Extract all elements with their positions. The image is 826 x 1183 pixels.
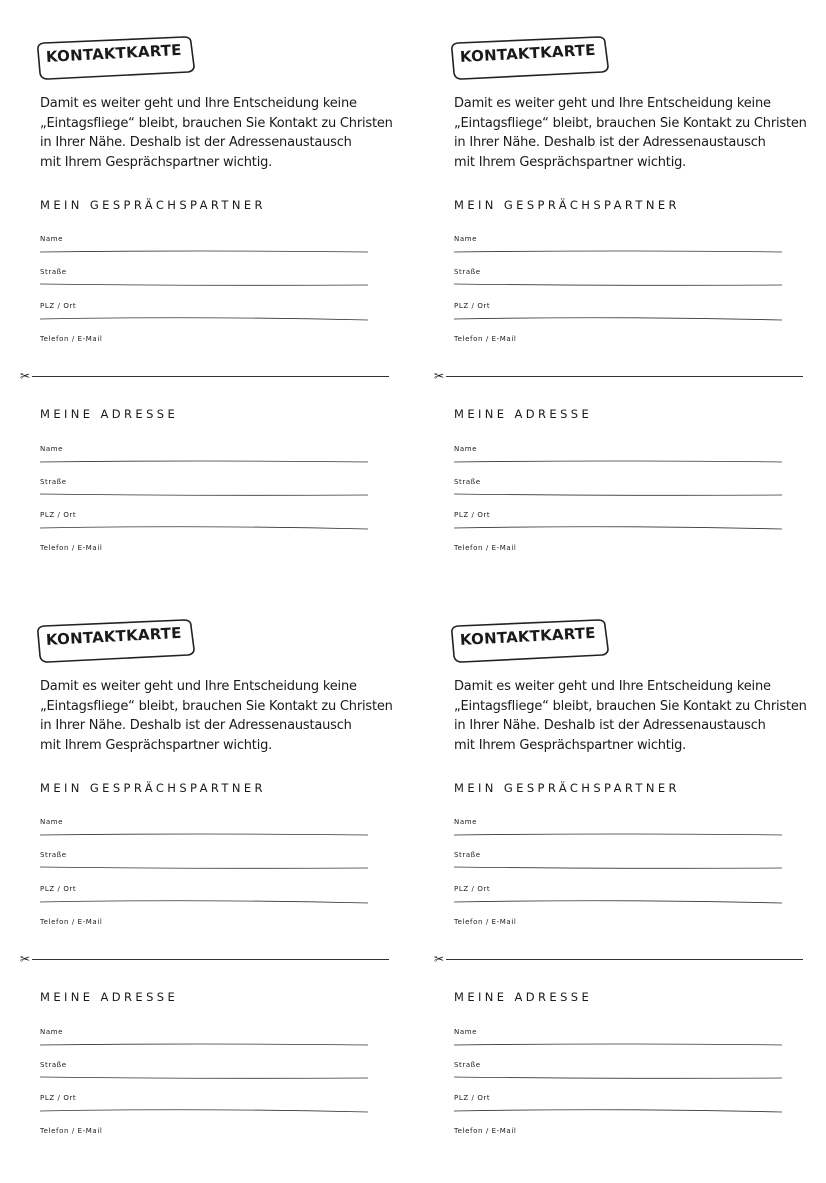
- field-my-street[interactable]: [40, 1061, 370, 1081]
- section-title-partner: MEIN GESPRÄCHSPARTNER: [454, 198, 680, 212]
- scissors-icon: ✂: [434, 952, 445, 966]
- intro-line: Damit es weiter geht und Ihre Entscheidung keine: [40, 679, 357, 694]
- field-label: Name: [40, 445, 64, 453]
- field-label: Telefon / E-Mail: [40, 544, 103, 552]
- field-label: Telefon / E-Mail: [40, 335, 103, 343]
- field-label: Name: [454, 818, 478, 826]
- section-title-address: MEINE ADRESSE: [40, 990, 179, 1004]
- field-partner-city[interactable]: [40, 885, 370, 905]
- field-label: Straße: [40, 268, 67, 276]
- field-label: PLZ / Ort: [40, 885, 77, 893]
- intro-line: in Ihrer Nähe. Deshalb ist der Adressenaustausch: [454, 135, 766, 150]
- field-my-name[interactable]: [40, 1028, 370, 1048]
- section-title-address: MEINE ADRESSE: [454, 407, 593, 421]
- contact-card: [434, 613, 824, 1183]
- intro-line: Damit es weiter geht und Ihre Entscheidung keine: [40, 96, 357, 111]
- contact-card: [20, 613, 410, 1183]
- card-title-badge: [34, 619, 194, 659]
- intro-line: Damit es weiter geht und Ihre Entscheidung keine: [454, 96, 771, 111]
- intro-line: Damit es weiter geht und Ihre Entscheidung keine: [454, 679, 771, 694]
- field-label: Straße: [454, 851, 481, 859]
- field-my-phone[interactable]: [454, 1127, 784, 1147]
- field-partner-city[interactable]: [40, 302, 370, 322]
- field-label: Telefon / E-Mail: [40, 1127, 103, 1135]
- field-partner-name[interactable]: [40, 235, 370, 255]
- intro-line: mit Ihrem Gesprächspartner wichtig.: [454, 737, 687, 753]
- field-label: Straße: [40, 478, 67, 486]
- field-partner-name[interactable]: [454, 235, 784, 255]
- field-my-phone[interactable]: [40, 544, 370, 564]
- field-label: PLZ / Ort: [40, 1094, 77, 1102]
- card-title-badge: [448, 619, 608, 659]
- field-partner-street[interactable]: [454, 851, 784, 871]
- card-title-badge: [448, 36, 608, 76]
- field-my-city[interactable]: [40, 1094, 370, 1114]
- section-title-address: MEINE ADRESSE: [454, 990, 593, 1004]
- field-label: PLZ / Ort: [454, 885, 491, 893]
- card-title-badge: [34, 36, 194, 76]
- field-label: Telefon / E-Mail: [454, 544, 517, 552]
- field-label: Straße: [40, 851, 67, 859]
- section-title-partner: MEIN GESPRÄCHSPARTNER: [40, 781, 266, 795]
- field-label: Straße: [40, 1061, 67, 1069]
- field-partner-street[interactable]: [454, 268, 784, 288]
- field-my-city[interactable]: [454, 1094, 784, 1114]
- intro-line: „Eintagsfliege“ bleibt, brauchen Sie Kontakt zu Christen: [454, 698, 807, 714]
- card-title: KONTAKTKARTE: [459, 40, 597, 66]
- field-label: Name: [40, 818, 64, 826]
- field-label: PLZ / Ort: [40, 511, 77, 519]
- field-partner-street[interactable]: [40, 268, 370, 288]
- field-partner-city[interactable]: [454, 302, 784, 322]
- intro-line: in Ihrer Nähe. Deshalb ist der Adressenaustausch: [40, 135, 352, 150]
- field-label: PLZ / Ort: [454, 302, 491, 310]
- intro-line: mit Ihrem Gesprächspartner wichtig.: [454, 154, 687, 170]
- section-title-partner: MEIN GESPRÄCHSPARTNER: [454, 781, 680, 795]
- field-label: PLZ / Ort: [454, 1094, 491, 1102]
- contact-card: [20, 30, 410, 600]
- field-partner-city[interactable]: [454, 885, 784, 905]
- intro-line: „Eintagsfliege“ bleibt, brauchen Sie Kontakt zu Christen: [40, 115, 393, 131]
- intro-text: [454, 94, 814, 172]
- field-my-phone[interactable]: [454, 544, 784, 564]
- field-partner-phone[interactable]: [454, 335, 784, 355]
- section-title-partner: MEIN GESPRÄCHSPARTNER: [40, 198, 266, 212]
- field-my-street[interactable]: [454, 478, 784, 498]
- field-my-name[interactable]: [40, 445, 370, 465]
- field-partner-phone[interactable]: [40, 918, 370, 938]
- field-partner-phone[interactable]: [40, 335, 370, 355]
- field-partner-phone[interactable]: [454, 918, 784, 938]
- intro-line: mit Ihrem Gesprächspartner wichtig.: [40, 154, 273, 170]
- field-my-street[interactable]: [40, 478, 370, 498]
- scissors-icon: ✂: [434, 369, 445, 383]
- field-partner-name[interactable]: [40, 818, 370, 838]
- field-label: Telefon / E-Mail: [454, 918, 517, 926]
- scissors-icon: ✂: [20, 952, 31, 966]
- field-label: Straße: [454, 1061, 481, 1069]
- field-label: Telefon / E-Mail: [454, 1127, 517, 1135]
- cut-line: [434, 953, 804, 965]
- field-my-street[interactable]: [454, 1061, 784, 1081]
- cut-line: [20, 953, 390, 965]
- card-title: KONTAKTKARTE: [459, 623, 597, 649]
- field-my-city[interactable]: [40, 511, 370, 531]
- field-label: Name: [454, 1028, 478, 1036]
- field-label: Name: [454, 235, 478, 243]
- field-label: Name: [454, 445, 478, 453]
- contact-card: [434, 30, 824, 600]
- field-my-name[interactable]: [454, 445, 784, 465]
- card-title: KONTAKTKARTE: [45, 623, 183, 649]
- intro-line: in Ihrer Nähe. Deshalb ist der Adressenaustausch: [454, 718, 766, 733]
- intro-line: mit Ihrem Gesprächspartner wichtig.: [40, 737, 273, 753]
- field-label: Telefon / E-Mail: [40, 918, 103, 926]
- field-partner-name[interactable]: [454, 818, 784, 838]
- intro-text: [454, 677, 814, 755]
- field-my-phone[interactable]: [40, 1127, 370, 1147]
- intro-line: „Eintagsfliege“ bleibt, brauchen Sie Kontakt zu Christen: [454, 115, 807, 131]
- card-title: KONTAKTKARTE: [45, 40, 183, 66]
- field-label: Straße: [454, 478, 481, 486]
- field-label: PLZ / Ort: [40, 302, 77, 310]
- intro-text: [40, 94, 400, 172]
- field-label: Name: [40, 1028, 64, 1036]
- intro-text: [40, 677, 400, 755]
- field-label: Straße: [454, 268, 481, 276]
- field-my-city[interactable]: [454, 511, 784, 531]
- intro-line: „Eintagsfliege“ bleibt, brauchen Sie Kontakt zu Christen: [40, 698, 393, 714]
- scissors-icon: ✂: [20, 369, 31, 383]
- section-title-address: MEINE ADRESSE: [40, 407, 179, 421]
- cut-line: [434, 370, 804, 382]
- intro-line: in Ihrer Nähe. Deshalb ist der Adressenaustausch: [40, 718, 352, 733]
- field-partner-street[interactable]: [40, 851, 370, 871]
- field-label: PLZ / Ort: [454, 511, 491, 519]
- cut-line: [20, 370, 390, 382]
- field-my-name[interactable]: [454, 1028, 784, 1048]
- field-label: Name: [40, 235, 64, 243]
- field-label: Telefon / E-Mail: [454, 335, 517, 343]
